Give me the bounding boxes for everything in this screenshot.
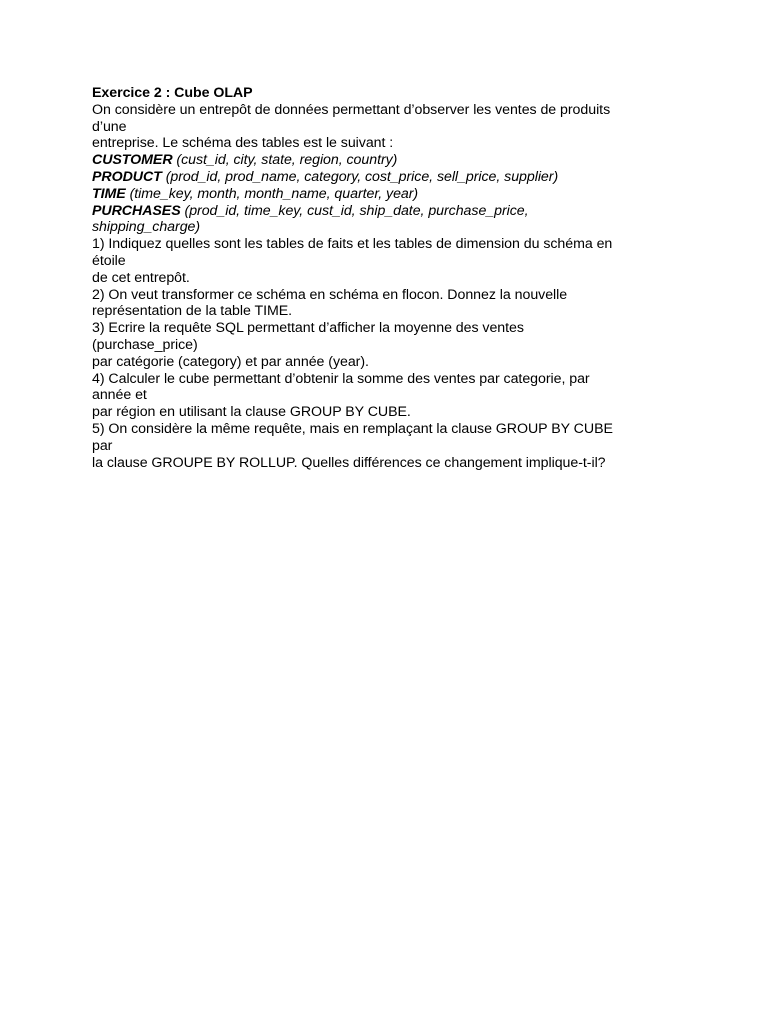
intro-line: On considère un entrepôt de données permettant d’observer les ventes de produits — [92, 101, 611, 118]
schema-table-time — [92, 186, 682, 203]
schema-table-name: PURCHASES — [92, 202, 181, 219]
question-line: par région en utilisant la clause GROUP BY CUBE. — [92, 404, 411, 421]
schema-table-fields: (time_key, month, month_name, quarter, year) — [125, 185, 419, 202]
exercise-content — [92, 85, 682, 471]
question-line: année et — [92, 387, 147, 404]
intro-line: d’une — [92, 118, 127, 135]
schema-table-fields: (prod_id, time_key, cust_id, ship_date, purchase_price, — [180, 202, 529, 219]
schema-table-name: CUSTOMER — [92, 152, 173, 169]
question-line: 4) Calculer le cube permettant d’obtenir la somme des ventes par categorie, par — [92, 370, 590, 387]
question-line: (purchase_price) — [92, 336, 198, 353]
exercise-title: Exercice 2 : Cube OLAP — [92, 85, 253, 101]
schema-table-name: PRODUCT — [92, 168, 162, 185]
schema-table-fields: (prod_id, prod_name, category, cost_price, sell_price, supplier) — [161, 168, 559, 185]
intro-line: entreprise. Le schéma des tables est le suivant : — [92, 135, 394, 152]
question-line: par catégorie (category) et par année (year). — [92, 353, 369, 370]
schema-table-name: TIME — [92, 185, 126, 202]
question-line: 2) On veut transformer ce schéma en schéma en flocon. Donnez la nouvelle — [92, 286, 568, 303]
question-line: 1) Indiquez quelles sont les tables de faits et les tables de dimension du schéma en — [92, 236, 613, 253]
schema-continuation: shipping_charge) — [92, 219, 201, 236]
schema-table-product — [92, 169, 682, 186]
schema-table-purchases — [92, 203, 682, 220]
question-line: la clause GROUPE BY ROLLUP. Quelles différences ce changement implique-t-il? — [92, 454, 606, 471]
question-line: étoile — [92, 252, 126, 269]
schema-table-fields: (cust_id, city, state, region, country) — [172, 152, 398, 169]
question-line: de cet entrepôt. — [92, 269, 190, 286]
question-line: 5) On considère la même requête, mais en remplaçant la clause GROUP BY CUBE — [92, 420, 613, 437]
schema-table-customer — [92, 152, 682, 169]
question-line: par — [92, 437, 113, 454]
question-line: représentation de la table TIME. — [92, 303, 293, 320]
question-line: 3) Ecrire la requête SQL permettant d’afficher la moyenne des ventes — [92, 320, 524, 337]
